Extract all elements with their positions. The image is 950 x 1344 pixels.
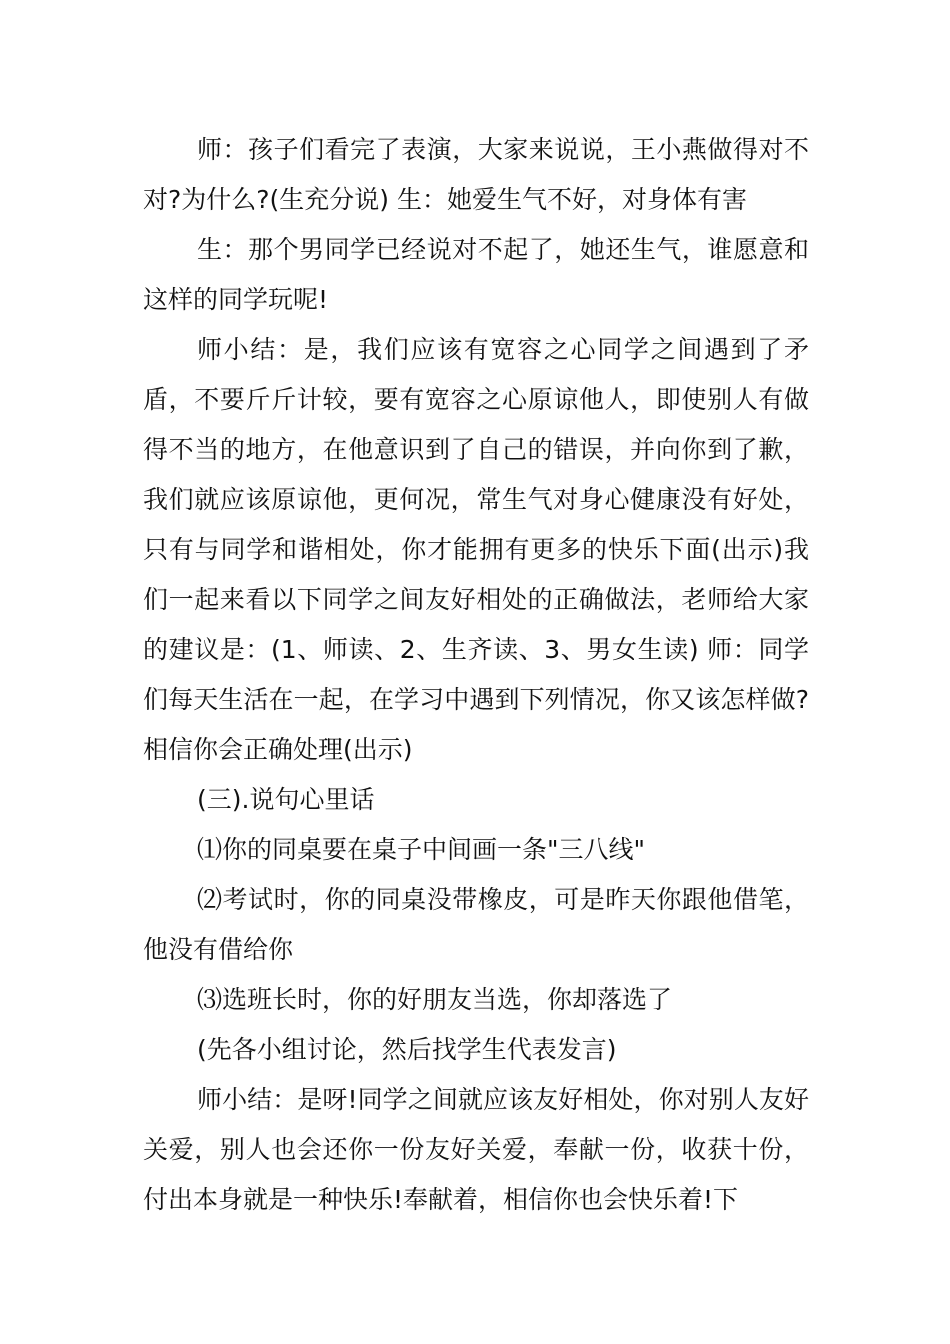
paragraph-teacher-question: 师：孩子们看完了表演，大家来说说，王小燕做得对不对?为什么?(生充分说) 生：她爱生气不好，对身体有害 (143, 135, 809, 214)
paragraph-teacher-summary: 师小结：是，我们应该有宽容之心同学之间遇到了矛盾，不要斤斤计较，要有宽容之心原谅他人，即使别人有做得不当的地方，在他意识到了自己的错误，并向你到了歉，我们就应该原谅他，更何况，常生气对身心健康没有好处，只有与同学和谐相处，你才能拥有更多的快乐下面(出示)我们一起来看以下同学之间友好相处的正确做法，老师给大家的建议是：(1、师读、2、生齐读、3、男女生读) 师：同学们每天生活在一起，在学习中遇到下列情况，你又该怎样做?相信你会正确处理(出示) (143, 335, 809, 764)
paragraph-item-2: ⑵考试时，你的同桌没带橡皮，可是昨天你跟他借笔，他没有借给你 (143, 885, 809, 964)
paragraph-item-3: ⑶选班长时，你的好朋友当选，你却落选了 (197, 985, 673, 1014)
paragraph-student-answer: 生：那个男同学已经说对不起了，她还生气，谁愿意和这样的同学玩呢! (143, 235, 809, 314)
paragraph-section-heading: (三).说句心里话 (197, 785, 375, 814)
paragraph-item-1: ⑴你的同桌要在桌子中间画一条"三八线" (197, 835, 645, 864)
document-body (143, 125, 809, 1225)
paragraph-discussion-note: (先各小组讨论，然后找学生代表发言) (197, 1035, 617, 1064)
paragraph-teacher-conclusion: 师小结：是呀!同学之间就应该友好相处，你对别人友好关爱，别人也会还你一份友好关爱，奉献一份，收获十份，付出本身就是一种快乐!奉献着，相信你也会快乐着!下 (143, 1085, 809, 1214)
